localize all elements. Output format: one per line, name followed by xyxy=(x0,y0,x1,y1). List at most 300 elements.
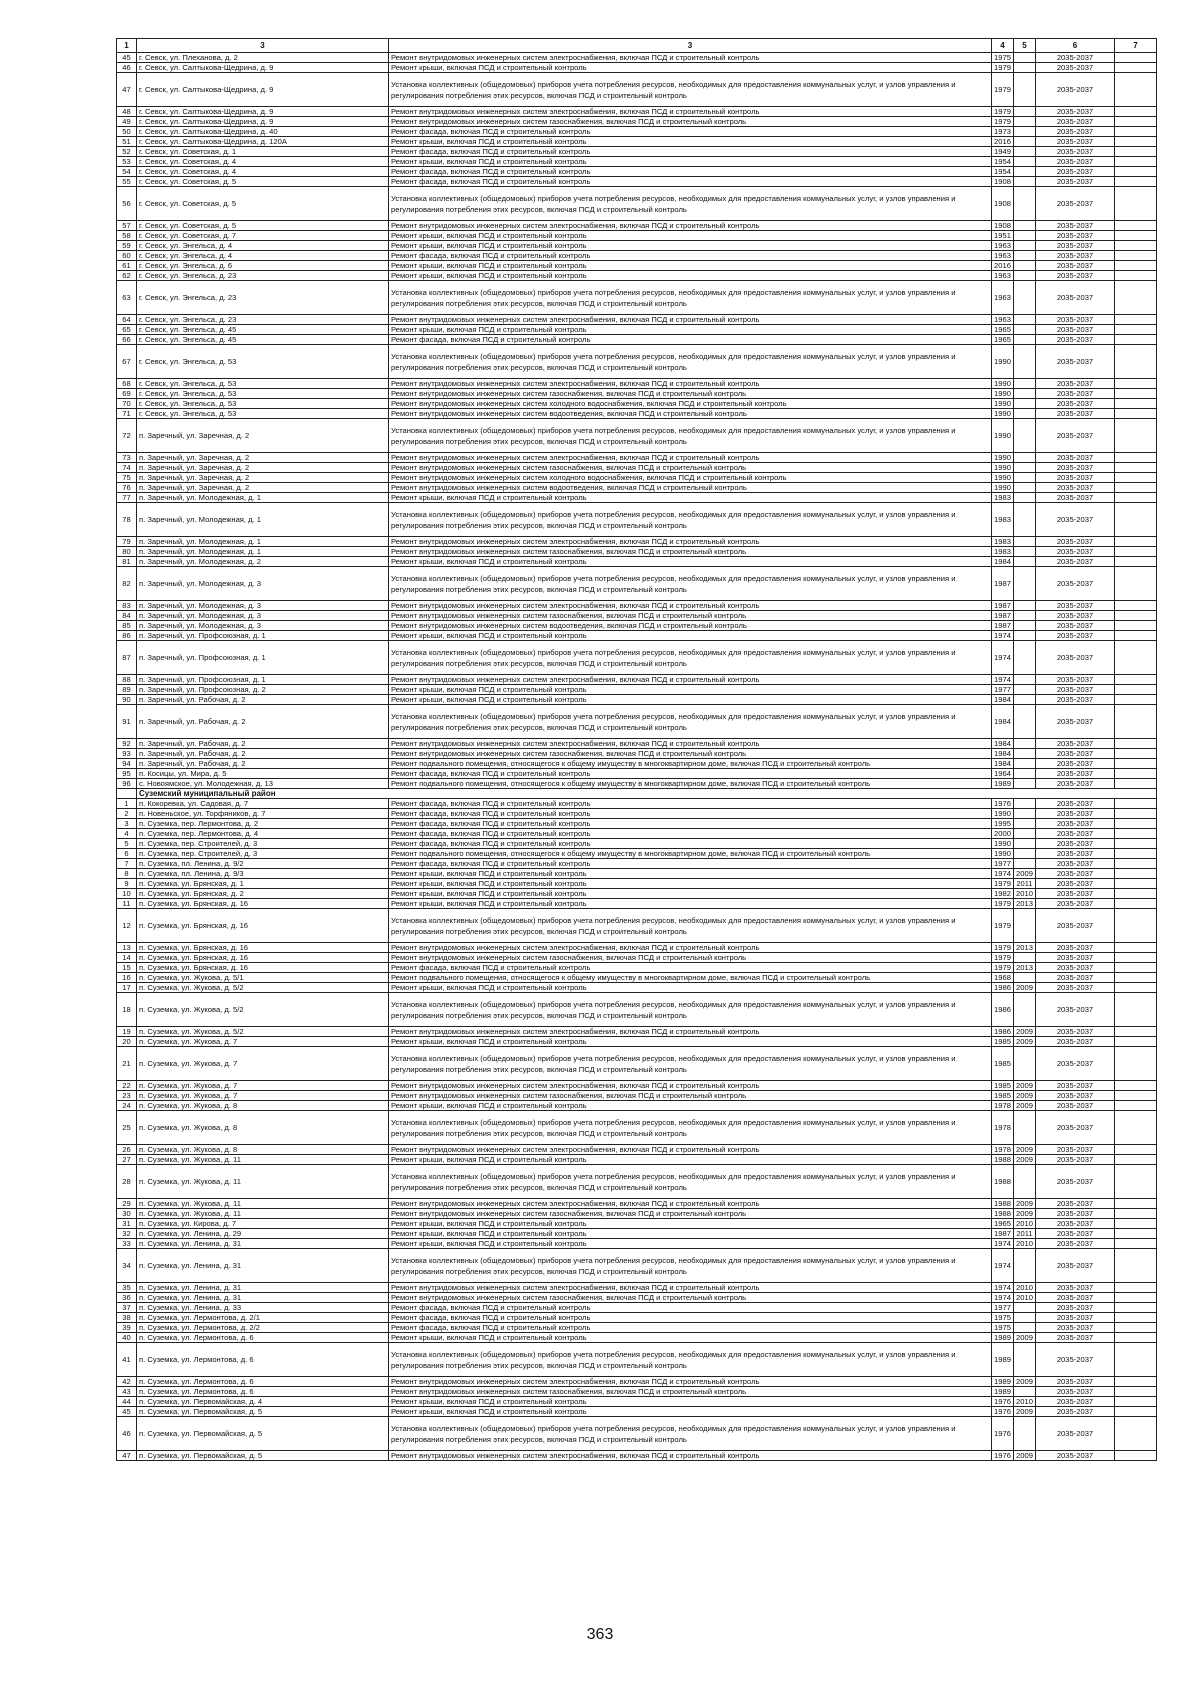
planned-period-cell: 2035-2037 xyxy=(1036,779,1115,789)
planned-period-cell: 2035-2037 xyxy=(1036,973,1115,983)
extra-cell xyxy=(1115,973,1157,983)
table-row xyxy=(117,849,1157,859)
extra-cell xyxy=(1115,621,1157,631)
year-built-cell: 1982 xyxy=(992,889,1014,899)
address-cell: п. Заречный, ул. Молодежная, д. 3 xyxy=(137,621,389,631)
extra-cell xyxy=(1115,147,1157,157)
address-cell: г. Севск, ул. Советская, д. 1 xyxy=(137,147,389,157)
address-cell: п. Суземка, ул. Жукова, д. 8 xyxy=(137,1101,389,1111)
last-repair-year-cell xyxy=(1014,973,1036,983)
work-type-cell: Ремонт внутридомовых инженерных систем электроснабжения, включая ПСД и строительный контроль xyxy=(389,601,992,611)
row-number: 10 xyxy=(117,889,137,899)
planned-period-cell: 2035-2037 xyxy=(1036,281,1115,315)
table-row xyxy=(117,221,1157,231)
work-type-cell: Ремонт фасада, включая ПСД и строительный контроль xyxy=(389,1323,992,1333)
address-cell: п. Суземка, пер. Строителей, д. 3 xyxy=(137,839,389,849)
row-number: 32 xyxy=(117,1229,137,1239)
planned-period-cell: 2035-2037 xyxy=(1036,611,1115,621)
year-built-cell: 1976 xyxy=(992,1397,1014,1407)
table-row xyxy=(117,1407,1157,1417)
work-type-cell: Ремонт фасада, включая ПСД и строительный контроль xyxy=(389,335,992,345)
last-repair-year-cell xyxy=(1014,177,1036,187)
last-repair-year-cell: 2009 xyxy=(1014,983,1036,993)
row-number: 45 xyxy=(117,53,137,63)
planned-period-cell: 2035-2037 xyxy=(1036,963,1115,973)
row-number: 9 xyxy=(117,879,137,889)
row-number: 66 xyxy=(117,335,137,345)
row-number: 18 xyxy=(117,993,137,1027)
header-cell: 6 xyxy=(1036,39,1115,53)
planned-period-cell: 2035-2037 xyxy=(1036,1155,1115,1165)
year-built-cell: 1975 xyxy=(992,1323,1014,1333)
extra-cell xyxy=(1115,1451,1157,1461)
row-number: 61 xyxy=(117,261,137,271)
address-cell: с. Новоямское, ул. Молодежная, д. 13 xyxy=(137,779,389,789)
table-row xyxy=(117,963,1157,973)
table-row xyxy=(117,809,1157,819)
work-type-cell: Ремонт внутридомовых инженерных систем холодного водоснабжения, включая ПСД и строительный контроль xyxy=(389,399,992,409)
row-number: 8 xyxy=(117,869,137,879)
row-number: 70 xyxy=(117,399,137,409)
year-built-cell: 1976 xyxy=(992,1417,1014,1451)
year-built-cell: 1983 xyxy=(992,547,1014,557)
row-number: 7 xyxy=(117,859,137,869)
extra-cell xyxy=(1115,869,1157,879)
planned-period-cell: 2035-2037 xyxy=(1036,1199,1115,1209)
address-cell: г. Севск, ул. Энгельса, д. 53 xyxy=(137,409,389,419)
planned-period-cell: 2035-2037 xyxy=(1036,695,1115,705)
table-row xyxy=(117,63,1157,73)
extra-cell xyxy=(1115,759,1157,769)
work-type-cell: Ремонт внутридомовых инженерных систем электроснабжения, включая ПСД и строительный контроль xyxy=(389,1145,992,1155)
work-type-cell: Установка коллективных (общедомовых) приборов учета потребления ресурсов, необходимых для предоставления коммунальных услуг, и узлов управления и регулирования потребления этих ресурсов, включая ПСД и строительный контроль xyxy=(389,705,992,739)
planned-period-cell: 2035-2037 xyxy=(1036,1313,1115,1323)
extra-cell xyxy=(1115,167,1157,177)
last-repair-year-cell xyxy=(1014,325,1036,335)
work-type-cell: Ремонт крыши, включая ПСД и строительный контроль xyxy=(389,63,992,73)
address-cell: п. Суземка, ул. Первомайская, д. 5 xyxy=(137,1451,389,1461)
work-type-cell: Ремонт крыши, включая ПСД и строительный контроль xyxy=(389,631,992,641)
page-number: 363 xyxy=(586,1626,614,1643)
table-row xyxy=(117,167,1157,177)
address-cell: п. Кокоревка, ул. Садовая, д. 7 xyxy=(137,799,389,809)
table-row xyxy=(117,117,1157,127)
extra-cell xyxy=(1115,859,1157,869)
extra-cell xyxy=(1115,73,1157,107)
extra-cell xyxy=(1115,705,1157,739)
table-row xyxy=(117,1081,1157,1091)
last-repair-year-cell xyxy=(1014,685,1036,695)
table-row xyxy=(117,611,1157,621)
row-number: 64 xyxy=(117,315,137,325)
last-repair-year-cell xyxy=(1014,909,1036,943)
planned-period-cell: 2035-2037 xyxy=(1036,187,1115,221)
row-number: 4 xyxy=(117,829,137,839)
year-built-cell: 1989 xyxy=(992,1333,1014,1343)
row-number: 52 xyxy=(117,147,137,157)
extra-cell xyxy=(1115,829,1157,839)
address-cell: п. Суземка, ул. Первомайская, д. 4 xyxy=(137,1397,389,1407)
planned-period-cell: 2035-2037 xyxy=(1036,749,1115,759)
work-type-cell: Ремонт внутридомовых инженерных систем газоснабжения, включая ПСД и строительный контроль xyxy=(389,1293,992,1303)
year-built-cell: 1987 xyxy=(992,601,1014,611)
address-cell: п. Заречный, ул. Заречная, д. 2 xyxy=(137,473,389,483)
address-cell: п. Заречный, ул. Профсоюзная, д. 1 xyxy=(137,641,389,675)
address-cell: п. Суземка, пл. Ленина, д. 9/3 xyxy=(137,869,389,879)
last-repair-year-cell xyxy=(1014,829,1036,839)
address-cell: п. Суземка, ул. Лермонтова, д. 6 xyxy=(137,1333,389,1343)
work-type-cell: Ремонт фасада, включая ПСД и строительный контроль xyxy=(389,819,992,829)
work-type-cell: Ремонт фасада, включая ПСД и строительный контроль xyxy=(389,251,992,261)
address-cell: п. Заречный, ул. Молодежная, д. 1 xyxy=(137,493,389,503)
work-type-cell: Ремонт фасада, включая ПСД и строительный контроль xyxy=(389,1303,992,1313)
extra-cell xyxy=(1115,963,1157,973)
table-row xyxy=(117,1101,1157,1111)
address-cell: п. Суземка, ул. Брянская, д. 1 xyxy=(137,879,389,889)
extra-cell xyxy=(1115,503,1157,537)
planned-period-cell: 2035-2037 xyxy=(1036,1209,1115,1219)
table-row xyxy=(117,1397,1157,1407)
table-row xyxy=(117,73,1157,107)
extra-cell xyxy=(1115,409,1157,419)
year-built-cell: 1908 xyxy=(992,187,1014,221)
planned-period-cell: 2035-2037 xyxy=(1036,1283,1115,1293)
extra-cell xyxy=(1115,389,1157,399)
address-cell: п. Суземка, ул. Жукова, д. 5/1 xyxy=(137,973,389,983)
extra-cell xyxy=(1115,879,1157,889)
row-number: 53 xyxy=(117,157,137,167)
table-row xyxy=(117,1249,1157,1283)
extra-cell xyxy=(1115,1313,1157,1323)
last-repair-year-cell: 2009 xyxy=(1014,1027,1036,1037)
planned-period-cell: 2035-2037 xyxy=(1036,869,1115,879)
last-repair-year-cell: 2009 xyxy=(1014,1377,1036,1387)
work-type-cell: Ремонт внутридомовых инженерных систем газоснабжения, включая ПСД и строительный контроль xyxy=(389,749,992,759)
last-repair-year-cell xyxy=(1014,53,1036,63)
extra-cell xyxy=(1115,1417,1157,1451)
extra-cell xyxy=(1115,675,1157,685)
last-repair-year-cell xyxy=(1014,73,1036,107)
address-cell: п. Суземка, ул. Жукова, д. 7 xyxy=(137,1081,389,1091)
address-cell: п. Суземка, ул. Жукова, д. 11 xyxy=(137,1199,389,1209)
last-repair-year-cell xyxy=(1014,993,1036,1027)
planned-period-cell: 2035-2037 xyxy=(1036,889,1115,899)
work-type-cell: Ремонт фасада, включая ПСД и строительный контроль xyxy=(389,167,992,177)
address-cell: п. Заречный, ул. Рабочая, д. 2 xyxy=(137,739,389,749)
planned-period-cell: 2035-2037 xyxy=(1036,809,1115,819)
last-repair-year-cell xyxy=(1014,281,1036,315)
table-row xyxy=(117,281,1157,315)
work-type-cell: Ремонт подвального помещения, относящегося к общему имуществу в многоквартирном доме, включая ПСД и строительный контроль xyxy=(389,973,992,983)
extra-cell xyxy=(1115,251,1157,261)
row-number: 96 xyxy=(117,779,137,789)
table-row xyxy=(117,1037,1157,1047)
row-number: 81 xyxy=(117,557,137,567)
row-number: 30 xyxy=(117,1209,137,1219)
address-cell: г. Севск, ул. Энгельса, д. 23 xyxy=(137,281,389,315)
address-cell: п. Заречный, ул. Профсоюзная, д. 2 xyxy=(137,685,389,695)
last-repair-year-cell xyxy=(1014,117,1036,127)
planned-period-cell: 2035-2037 xyxy=(1036,601,1115,611)
work-type-cell: Ремонт внутридомовых инженерных систем газоснабжения, включая ПСД и строительный контроль xyxy=(389,463,992,473)
row-number: 36 xyxy=(117,1293,137,1303)
table-row xyxy=(117,879,1157,889)
last-repair-year-cell xyxy=(1014,567,1036,601)
work-type-cell: Ремонт внутридомовых инженерных систем газоснабжения, включая ПСД и строительный контроль xyxy=(389,953,992,963)
last-repair-year-cell: 2009 xyxy=(1014,869,1036,879)
work-type-cell: Установка коллективных (общедомовых) приборов учета потребления ресурсов, необходимых для предоставления коммунальных услуг, и узлов управления и регулирования потребления этих ресурсов, включая ПСД и строительный контроль xyxy=(389,281,992,315)
year-built-cell: 1979 xyxy=(992,963,1014,973)
year-built-cell: 1974 xyxy=(992,631,1014,641)
year-built-cell: 1974 xyxy=(992,869,1014,879)
address-cell: п. Заречный, ул. Рабочая, д. 2 xyxy=(137,705,389,739)
address-cell: г. Севск, ул. Советская, д. 7 xyxy=(137,231,389,241)
row-number: 20 xyxy=(117,1037,137,1047)
planned-period-cell: 2035-2037 xyxy=(1036,379,1115,389)
last-repair-year-cell xyxy=(1014,1303,1036,1313)
table-row xyxy=(117,943,1157,953)
table-row xyxy=(117,271,1157,281)
last-repair-year-cell: 2010 xyxy=(1014,889,1036,899)
extra-cell xyxy=(1115,695,1157,705)
address-cell: п. Заречный, ул. Профсоюзная, д. 1 xyxy=(137,631,389,641)
extra-cell xyxy=(1115,261,1157,271)
last-repair-year-cell xyxy=(1014,187,1036,221)
address-cell: г. Севск, ул. Энгельса, д. 23 xyxy=(137,315,389,325)
year-built-cell: 1990 xyxy=(992,389,1014,399)
year-built-cell: 1987 xyxy=(992,611,1014,621)
planned-period-cell: 2035-2037 xyxy=(1036,107,1115,117)
extra-cell xyxy=(1115,1209,1157,1219)
address-cell: п. Суземка, пер. Лермонтова, д. 4 xyxy=(137,829,389,839)
last-repair-year-cell xyxy=(1014,621,1036,631)
planned-period-cell: 2035-2037 xyxy=(1036,1397,1115,1407)
work-type-cell: Ремонт фасада, включая ПСД и строительный контроль xyxy=(389,859,992,869)
work-type-cell: Ремонт крыши, включая ПСД и строительный контроль xyxy=(389,879,992,889)
year-built-cell: 1989 xyxy=(992,1377,1014,1387)
last-repair-year-cell: 2009 xyxy=(1014,1451,1036,1461)
address-cell: п. Суземка, ул. Ленина, д. 31 xyxy=(137,1239,389,1249)
extra-cell xyxy=(1115,399,1157,409)
extra-cell xyxy=(1115,137,1157,147)
extra-cell xyxy=(1115,611,1157,621)
year-built-cell: 1978 xyxy=(992,1145,1014,1155)
address-cell: п. Суземка, ул. Брянская, д. 16 xyxy=(137,899,389,909)
table-row xyxy=(117,899,1157,909)
work-type-cell: Ремонт внутридомовых инженерных систем электроснабжения, включая ПСД и строительный контроль xyxy=(389,537,992,547)
planned-period-cell: 2035-2037 xyxy=(1036,953,1115,963)
planned-period-cell: 2035-2037 xyxy=(1036,849,1115,859)
row-number: 31 xyxy=(117,1219,137,1229)
year-built-cell: 1976 xyxy=(992,1451,1014,1461)
header-cell: 5 xyxy=(1014,39,1036,53)
table-row xyxy=(117,819,1157,829)
extra-cell xyxy=(1115,1091,1157,1101)
row-number: 94 xyxy=(117,759,137,769)
last-repair-year-cell xyxy=(1014,1047,1036,1081)
table-row xyxy=(117,345,1157,379)
address-cell: п. Заречный, ул. Заречная, д. 2 xyxy=(137,453,389,463)
row-number: 86 xyxy=(117,631,137,641)
table-row xyxy=(117,1387,1157,1397)
address-cell: п. Суземка, пл. Ленина, д. 9/2 xyxy=(137,859,389,869)
table-row xyxy=(117,231,1157,241)
year-built-cell: 1989 xyxy=(992,779,1014,789)
work-type-cell: Ремонт подвального помещения, относящегося к общему имуществу в многоквартирном доме, включая ПСД и строительный контроль xyxy=(389,779,992,789)
table-row xyxy=(117,749,1157,759)
row-number: 48 xyxy=(117,107,137,117)
year-built-cell: 1984 xyxy=(992,749,1014,759)
planned-period-cell: 2035-2037 xyxy=(1036,53,1115,63)
last-repair-year-cell xyxy=(1014,809,1036,819)
extra-cell xyxy=(1115,117,1157,127)
address-cell: п. Суземка, ул. Жукова, д. 8 xyxy=(137,1145,389,1155)
year-built-cell: 1975 xyxy=(992,53,1014,63)
last-repair-year-cell: 2010 xyxy=(1014,1283,1036,1293)
address-cell: г. Севск, ул. Советская, д. 5 xyxy=(137,177,389,187)
address-cell: п. Суземка, ул. Лермонтова, д. 2/2 xyxy=(137,1323,389,1333)
last-repair-year-cell: 2009 xyxy=(1014,1209,1036,1219)
header-cell: 4 xyxy=(992,39,1014,53)
last-repair-year-cell xyxy=(1014,409,1036,419)
last-repair-year-cell: 2009 xyxy=(1014,1091,1036,1101)
work-type-cell: Ремонт крыши, включая ПСД и строительный контроль xyxy=(389,1101,992,1111)
row-number: 49 xyxy=(117,117,137,127)
planned-period-cell: 2035-2037 xyxy=(1036,241,1115,251)
extra-cell xyxy=(1115,1229,1157,1239)
row-number: 65 xyxy=(117,325,137,335)
last-repair-year-cell xyxy=(1014,537,1036,547)
work-type-cell: Ремонт фасада, включая ПСД и строительный контроль xyxy=(389,829,992,839)
work-type-cell: Ремонт крыши, включая ПСД и строительный контроль xyxy=(389,1229,992,1239)
row-number: 69 xyxy=(117,389,137,399)
section-title: Суземский муниципальный район xyxy=(137,789,1157,799)
last-repair-year-cell: 2013 xyxy=(1014,899,1036,909)
last-repair-year-cell: 2013 xyxy=(1014,963,1036,973)
row-number: 47 xyxy=(117,73,137,107)
address-cell: п. Суземка, пер. Строителей, д. 3 xyxy=(137,849,389,859)
year-built-cell: 1979 xyxy=(992,943,1014,953)
row-number: 79 xyxy=(117,537,137,547)
section-number-cell xyxy=(117,789,137,799)
table-row xyxy=(117,399,1157,409)
planned-period-cell: 2035-2037 xyxy=(1036,993,1115,1027)
year-built-cell: 1975 xyxy=(992,1313,1014,1323)
planned-period-cell: 2035-2037 xyxy=(1036,1165,1115,1199)
address-cell: г. Севск, ул. Энгельса, д. 23 xyxy=(137,271,389,281)
row-number: 45 xyxy=(117,1407,137,1417)
row-number: 12 xyxy=(117,909,137,943)
address-cell: п. Суземка, ул. Жукова, д. 5/2 xyxy=(137,993,389,1027)
planned-period-cell: 2035-2037 xyxy=(1036,759,1115,769)
last-repair-year-cell xyxy=(1014,759,1036,769)
row-number: 15 xyxy=(117,963,137,973)
row-number: 88 xyxy=(117,675,137,685)
extra-cell xyxy=(1115,1027,1157,1037)
table-row xyxy=(117,993,1157,1027)
year-built-cell: 1983 xyxy=(992,493,1014,503)
row-number: 44 xyxy=(117,1397,137,1407)
row-number: 84 xyxy=(117,611,137,621)
planned-period-cell: 2035-2037 xyxy=(1036,1303,1115,1313)
row-number: 5 xyxy=(117,839,137,849)
last-repair-year-cell xyxy=(1014,1387,1036,1397)
row-number: 71 xyxy=(117,409,137,419)
address-cell: п. Заречный, ул. Профсоюзная, д. 1 xyxy=(137,675,389,685)
planned-period-cell: 2035-2037 xyxy=(1036,157,1115,167)
last-repair-year-cell xyxy=(1014,453,1036,463)
row-number: 42 xyxy=(117,1377,137,1387)
planned-period-cell: 2035-2037 xyxy=(1036,943,1115,953)
address-cell: п. Суземка, ул. Жукова, д. 8 xyxy=(137,1111,389,1145)
extra-cell xyxy=(1115,631,1157,641)
row-number: 29 xyxy=(117,1199,137,1209)
year-built-cell: 1979 xyxy=(992,63,1014,73)
table-row xyxy=(117,127,1157,137)
last-repair-year-cell xyxy=(1014,1417,1036,1451)
extra-cell xyxy=(1115,157,1157,167)
year-built-cell: 1990 xyxy=(992,809,1014,819)
planned-period-cell: 2035-2037 xyxy=(1036,1037,1115,1047)
last-repair-year-cell xyxy=(1014,137,1036,147)
planned-period-cell: 2035-2037 xyxy=(1036,557,1115,567)
row-number: 82 xyxy=(117,567,137,601)
extra-cell xyxy=(1115,1343,1157,1377)
last-repair-year-cell xyxy=(1014,231,1036,241)
year-built-cell: 1988 xyxy=(992,1165,1014,1199)
work-type-cell: Установка коллективных (общедомовых) приборов учета потребления ресурсов, необходимых для предоставления коммунальных услуг, и узлов управления и регулирования потребления этих ресурсов, включая ПСД и строительный контроль xyxy=(389,1343,992,1377)
planned-period-cell: 2035-2037 xyxy=(1036,1333,1115,1343)
table-row xyxy=(117,839,1157,849)
work-type-cell: Ремонт внутридомовых инженерных систем газоснабжения, включая ПСД и строительный контроль xyxy=(389,1091,992,1101)
work-type-cell: Ремонт внутридомовых инженерных систем электроснабжения, включая ПСД и строительный контроль xyxy=(389,315,992,325)
planned-period-cell: 2035-2037 xyxy=(1036,483,1115,493)
year-built-cell: 1979 xyxy=(992,117,1014,127)
work-type-cell: Установка коллективных (общедомовых) приборов учета потребления ресурсов, необходимых для предоставления коммунальных услуг, и узлов управления и регулирования потребления этих ресурсов, включая ПСД и строительный контроль xyxy=(389,1111,992,1145)
year-built-cell: 1984 xyxy=(992,759,1014,769)
year-built-cell: 1974 xyxy=(992,675,1014,685)
year-built-cell: 1974 xyxy=(992,641,1014,675)
extra-cell xyxy=(1115,849,1157,859)
table-row xyxy=(117,241,1157,251)
year-built-cell: 1990 xyxy=(992,419,1014,453)
table-row xyxy=(117,1303,1157,1313)
row-number: 59 xyxy=(117,241,137,251)
address-cell: г. Севск, ул. Энгельса, д. 4 xyxy=(137,241,389,251)
planned-period-cell: 2035-2037 xyxy=(1036,839,1115,849)
row-number: 25 xyxy=(117,1111,137,1145)
address-cell: п. Суземка, ул. Ленина, д. 31 xyxy=(137,1283,389,1293)
table-row xyxy=(117,1155,1157,1165)
year-built-cell: 1987 xyxy=(992,1229,1014,1239)
address-cell: г. Севск, ул. Энгельса, д. 45 xyxy=(137,325,389,335)
table-row xyxy=(117,799,1157,809)
year-built-cell: 1985 xyxy=(992,1081,1014,1091)
work-type-cell: Ремонт внутридомовых инженерных систем газоснабжения, включая ПСД и строительный контроль xyxy=(389,1387,992,1397)
row-number: 39 xyxy=(117,1323,137,1333)
last-repair-year-cell xyxy=(1014,261,1036,271)
year-built-cell: 1954 xyxy=(992,167,1014,177)
table-row xyxy=(117,601,1157,611)
work-type-cell: Ремонт крыши, включая ПСД и строительный контроль xyxy=(389,1219,992,1229)
extra-cell xyxy=(1115,749,1157,759)
address-cell: г. Севск, ул. Энгельса, д. 53 xyxy=(137,399,389,409)
table-row xyxy=(117,1209,1157,1219)
last-repair-year-cell: 2013 xyxy=(1014,943,1036,953)
extra-cell xyxy=(1115,1249,1157,1283)
row-number: 16 xyxy=(117,973,137,983)
work-type-cell: Ремонт внутридомовых инженерных систем газоснабжения, включая ПСД и строительный контроль xyxy=(389,1209,992,1219)
